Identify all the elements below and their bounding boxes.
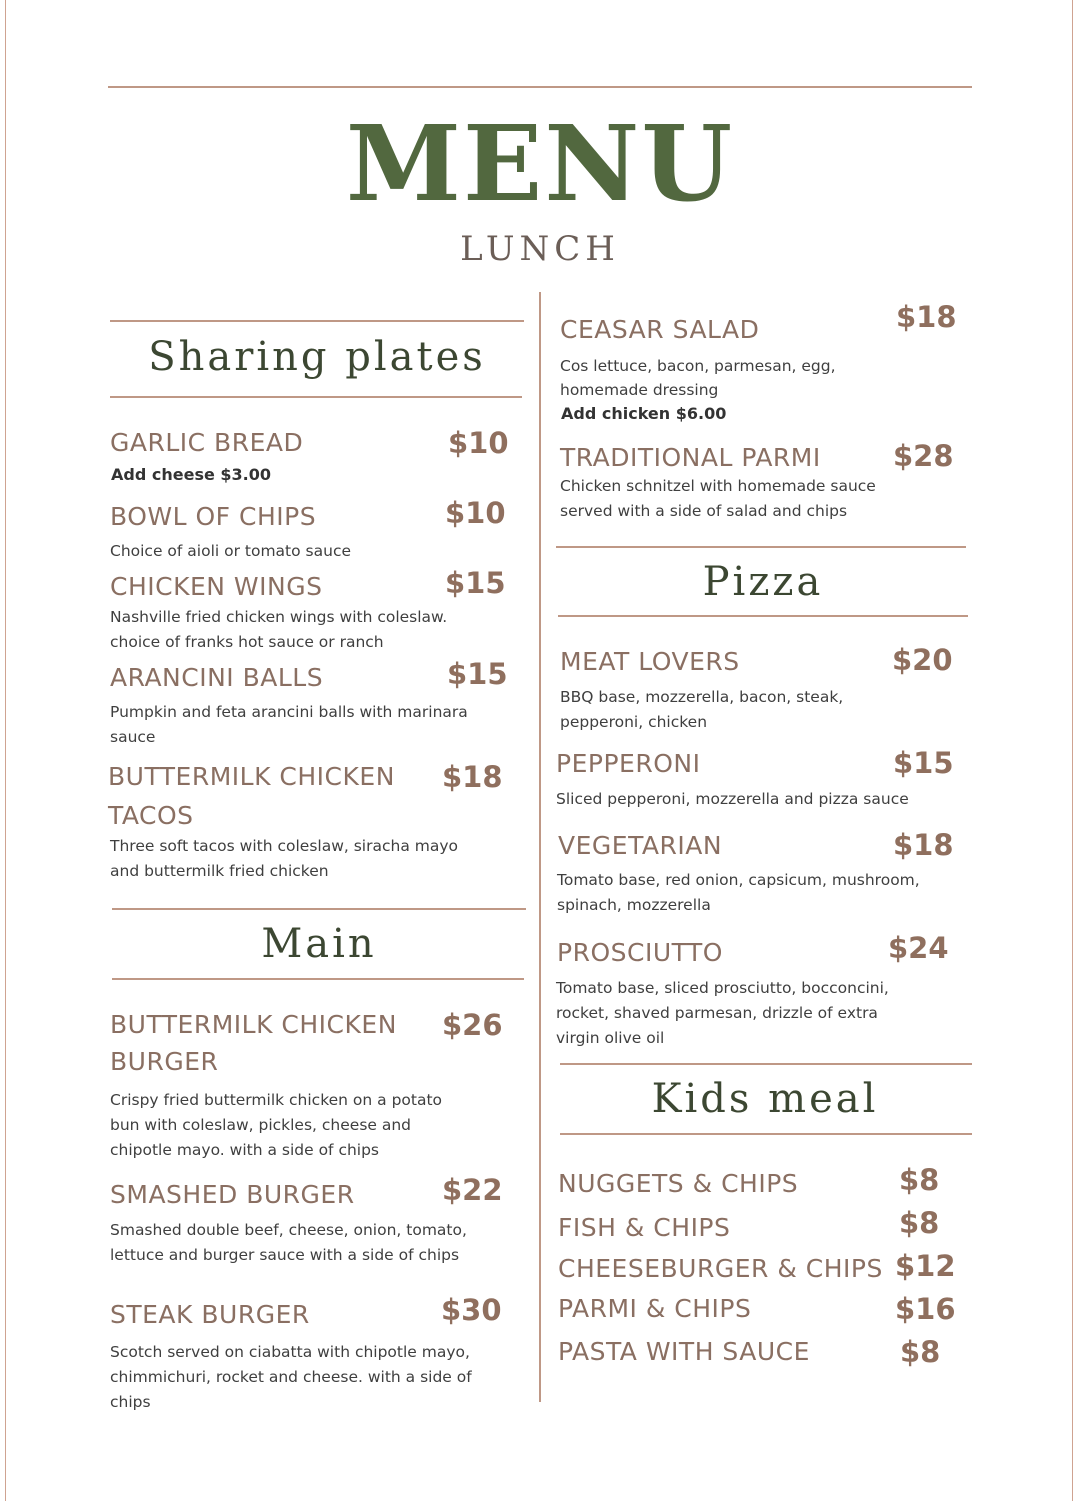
item-name-fish-chips: FISH & CHIPS bbox=[558, 1213, 731, 1242]
menu-subtitle: LUNCH bbox=[460, 229, 620, 269]
item-price-garlic-bread: $10 bbox=[448, 426, 509, 460]
item-desc-prosciutto-line1: Tomato base, sliced prosciutto, bocconcini, bbox=[556, 979, 889, 997]
pizza-bottom-rule bbox=[558, 615, 968, 617]
item-price-smashed-burger: $22 bbox=[442, 1173, 503, 1207]
item-desc-chicken-burger-line1: Crispy fried buttermilk chicken on a potato bbox=[110, 1091, 443, 1109]
item-desc-chicken-burger-line2: bun with coleslaw, pickles, cheese and bbox=[110, 1116, 412, 1134]
item-desc-bowl-of-chips: Choice of aioli or tomato sauce bbox=[110, 542, 351, 560]
item-desc-ceasar-line1: Cos lettuce, bacon, parmesan, egg, bbox=[560, 357, 836, 375]
item-name-arancini-balls: ARANCINI BALLS bbox=[110, 663, 324, 692]
item-price-ceasar-salad: $18 bbox=[896, 300, 957, 334]
main-top-rule bbox=[112, 908, 526, 910]
main-bottom-rule bbox=[112, 978, 524, 980]
item-desc-meat-lovers-line2: pepperoni, chicken bbox=[560, 713, 708, 731]
item-name-vegetarian: VEGETARIAN bbox=[558, 831, 723, 860]
sharing-plates-title: Sharing plates bbox=[148, 334, 486, 380]
item-desc-chicken-wings-line2: choice of franks hot sauce or ranch bbox=[110, 633, 384, 651]
item-desc-meat-lovers-line1: BBQ base, mozzerella, bacon, steak, bbox=[560, 688, 844, 706]
item-desc-prosciutto-line3: virgin olive oil bbox=[556, 1029, 665, 1047]
column-divider bbox=[539, 292, 541, 1402]
item-name-ceasar-salad: CEASAR SALAD bbox=[560, 315, 760, 344]
item-name-bowl-of-chips: BOWL OF CHIPS bbox=[110, 502, 317, 531]
item-desc-pepperoni: Sliced pepperoni, mozzerella and pizza sauce bbox=[556, 790, 909, 808]
item-desc-smashed-burger-line1: Smashed double beef, cheese, onion, tomato, bbox=[110, 1221, 467, 1239]
item-desc-steak-burger-line1: Scotch served on ciabatta with chipotle mayo, bbox=[110, 1343, 470, 1361]
item-name-prosciutto: PROSCIUTTO bbox=[557, 938, 723, 967]
item-desc-ceasar-line2: homemade dressing bbox=[560, 381, 719, 399]
item-price-bowl-of-chips: $10 bbox=[445, 496, 506, 530]
item-name-meat-lovers: MEAT LOVERS bbox=[560, 647, 740, 676]
menu-title: MENU bbox=[345, 102, 735, 225]
sharing-top-rule bbox=[110, 320, 524, 322]
pizza-title: Pizza bbox=[702, 559, 824, 605]
pizza-top-rule bbox=[556, 546, 966, 548]
item-price-traditional-parmi: $28 bbox=[893, 439, 954, 473]
item-desc-chicken-wings-line1: Nashville fried chicken wings with coleslaw. bbox=[110, 608, 448, 626]
page-border-left bbox=[5, 0, 6, 1501]
item-desc-tacos-line2: and buttermilk fried chicken bbox=[110, 862, 329, 880]
item-price-fish-chips: $8 bbox=[899, 1206, 940, 1240]
item-name-smashed-burger: SMASHED BURGER bbox=[110, 1180, 355, 1209]
item-desc-vegetarian-line1: Tomato base, red onion, capsicum, mushroom, bbox=[557, 871, 920, 889]
item-price-pasta-sauce: $8 bbox=[900, 1335, 941, 1369]
item-desc-parmi-line1: Chicken schnitzel with homemade sauce bbox=[560, 477, 876, 495]
item-price-steak-burger: $30 bbox=[441, 1293, 502, 1327]
page-border-right bbox=[1072, 0, 1073, 1501]
item-name-nuggets-chips: NUGGETS & CHIPS bbox=[558, 1169, 799, 1198]
item-name-tacos-line1: BUTTERMILK CHICKEN bbox=[108, 762, 395, 791]
item-desc-smashed-burger-line2: lettuce and burger sauce with a side of chips bbox=[110, 1246, 460, 1264]
item-name-parmi-chips: PARMI & CHIPS bbox=[558, 1294, 752, 1323]
item-price-arancini-balls: $15 bbox=[447, 657, 508, 691]
item-name-cheeseburger-chips: CHEESEBURGER & CHIPS bbox=[558, 1254, 883, 1283]
header-top-rule bbox=[108, 86, 972, 88]
item-price-nuggets-chips: $8 bbox=[899, 1163, 940, 1197]
kids-top-rule bbox=[560, 1063, 972, 1065]
item-desc-tacos-line1: Three soft tacos with coleslaw, siracha mayo bbox=[110, 837, 459, 855]
item-desc-chicken-burger-line3: chipotle mayo. with a side of chips bbox=[110, 1141, 380, 1159]
item-desc-vegetarian-line2: spinach, mozzerella bbox=[557, 896, 711, 914]
item-desc-steak-burger-line3: chips bbox=[110, 1393, 151, 1411]
item-name-tacos-line2: TACOS bbox=[108, 801, 194, 830]
item-extra-garlic-bread: Add cheese $3.00 bbox=[111, 465, 271, 484]
item-extra-ceasar-salad: Add chicken $6.00 bbox=[561, 404, 727, 423]
item-price-tacos: $18 bbox=[442, 760, 503, 794]
item-price-chicken-wings: $15 bbox=[445, 566, 506, 600]
item-price-chicken-burger: $26 bbox=[442, 1008, 503, 1042]
item-price-prosciutto: $24 bbox=[888, 931, 949, 965]
item-desc-arancini-line2: sauce bbox=[110, 728, 156, 746]
kids-bottom-rule bbox=[560, 1133, 972, 1135]
item-desc-prosciutto-line2: rocket, shaved parmesan, drizzle of extra bbox=[556, 1004, 878, 1022]
item-price-pepperoni: $15 bbox=[893, 746, 954, 780]
item-price-vegetarian: $18 bbox=[893, 828, 954, 862]
item-name-pasta-sauce: PASTA WITH SAUCE bbox=[558, 1337, 810, 1366]
item-name-traditional-parmi: TRADITIONAL PARMI bbox=[560, 443, 821, 472]
item-name-chicken-burger-line1: BUTTERMILK CHICKEN bbox=[110, 1010, 397, 1039]
item-name-chicken-burger-line2: BURGER bbox=[110, 1047, 219, 1076]
item-price-parmi-chips: $16 bbox=[895, 1292, 956, 1326]
item-desc-steak-burger-line2: chimmichuri, rocket and cheese. with a side of bbox=[110, 1368, 472, 1386]
main-title: Main bbox=[261, 921, 377, 967]
item-name-pepperoni: PEPPERONI bbox=[556, 749, 701, 778]
item-price-cheeseburger-chips: $12 bbox=[895, 1249, 956, 1283]
item-name-steak-burger: STEAK BURGER bbox=[110, 1300, 310, 1329]
item-name-chicken-wings: CHICKEN WINGS bbox=[110, 572, 323, 601]
item-desc-parmi-line2: served with a side of salad and chips bbox=[560, 502, 848, 520]
item-desc-arancini-line1: Pumpkin and feta arancini balls with marinara bbox=[110, 703, 468, 721]
item-price-meat-lovers: $20 bbox=[892, 643, 953, 677]
kids-meal-title: Kids meal bbox=[651, 1076, 879, 1122]
sharing-bottom-rule bbox=[110, 396, 522, 398]
item-name-garlic-bread: GARLIC BREAD bbox=[110, 428, 304, 457]
